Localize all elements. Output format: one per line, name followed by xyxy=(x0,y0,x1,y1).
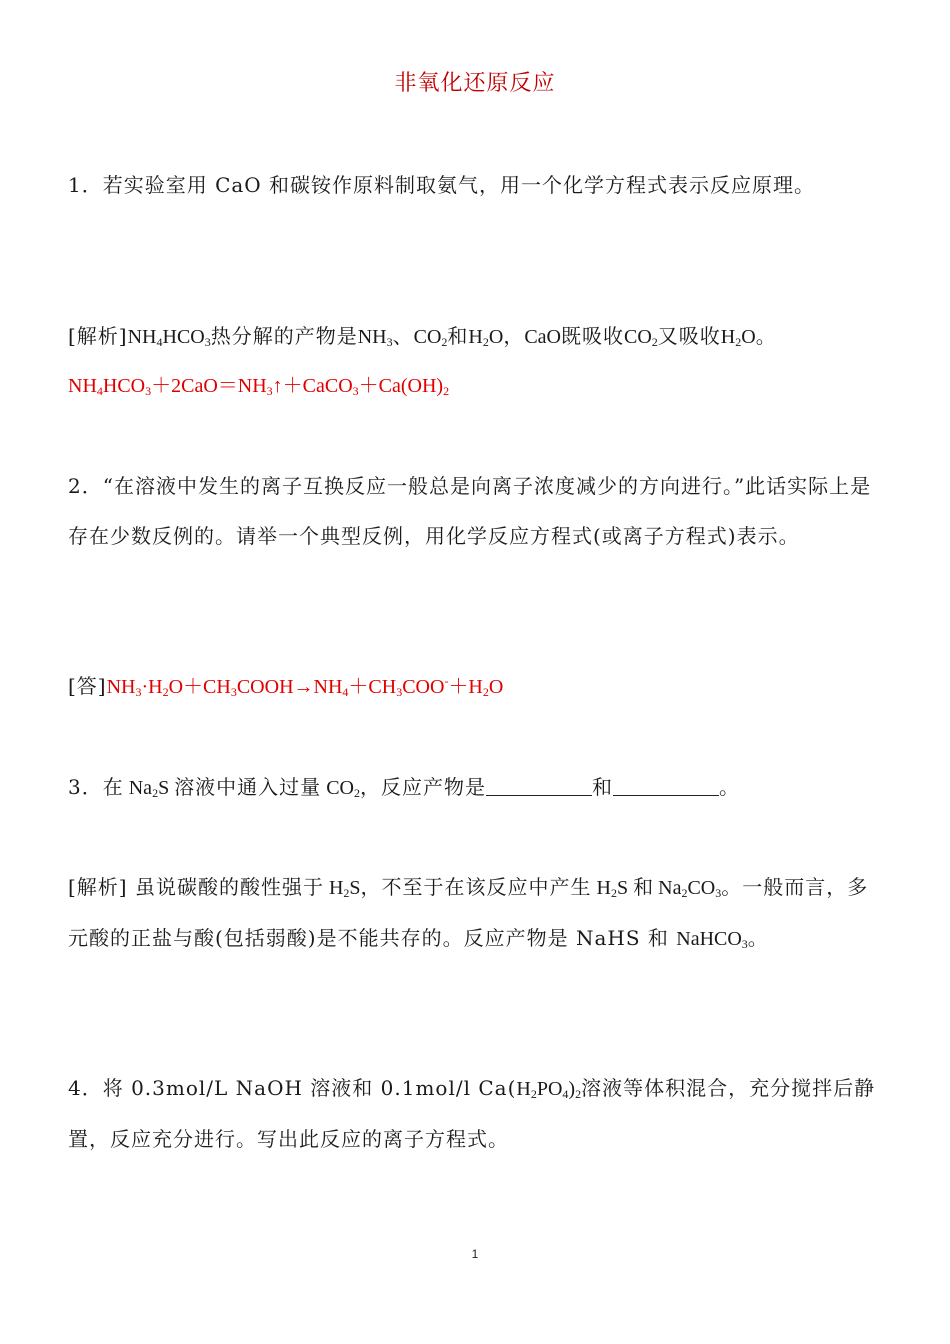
question-4: 4．将 0.3mol/L NaOH 溶液和 0.1mol/l $Ca(H_2PO_4)_2$溶液等体积混合，充分搅拌后静置，反应充分进行。写出此反应的离子方程式。 xyxy=(68,1076,876,1151)
page-number: 1 xyxy=(471,1247,479,1261)
question-3-analysis: [解析] 虽说碳酸的酸性强于 $H_2S$，不至于在该反应中产生 $H_2S$ 和 $Na_2CO_3$。一般而言，多元酸的正盐与酸(包括弱酸)是不能共存的。反应产物是 NaHS 和 NaHCO$_3$。 xyxy=(68,875,869,951)
question-3: 3．在 $Na_2S$ 溶液中通入过量 $CO_2$，反应产物是 和 。 xyxy=(68,775,740,800)
page-title: 非氧化还原反应 xyxy=(394,71,556,96)
question-1 xyxy=(68,160,883,210)
question-1-text: 1．若实验室用 CaO 和碳铵作原料制取氨气，用一个化学方程式表示反应原理。 xyxy=(68,173,816,197)
question-2-equation: $NH_3\cdot H_2O+CH_3COOH\to NH_4+CH_3COO^-+H_2O$ xyxy=(106,674,504,699)
question-1-equation: $NH_4HCO_3+2CaO=NH_3↑+CaCO_3+Ca(OH)_2$ xyxy=(68,375,450,398)
question-2-answer: [答]$NH_3\cdot H_2O+CH_3COOH\to NH_4+CH_3COO^-+H_2O$ xyxy=(68,674,504,699)
question-2-text: 2．“在溶液中发生的离子互换反应一般总是向离子浓度减少的方向进行。”此话实际上是存在少数反例的。请举一个典型反例，用化学反应方程式(或离子方程式)表示。 xyxy=(68,474,872,548)
question-2 xyxy=(68,461,883,561)
answer-blank-1[interactable] xyxy=(486,777,592,796)
answer-blank-2[interactable] xyxy=(613,777,719,796)
question-1-analysis: [解析]$NH_4HCO_3$热分解的产物是$NH_3$、$CO_2$和$H_2O$，CaO既吸收$CO_2$又吸收$H_2O$。 xyxy=(68,324,777,349)
formula-nh4hco3: $NH_4HCO_3$ xyxy=(127,326,211,349)
